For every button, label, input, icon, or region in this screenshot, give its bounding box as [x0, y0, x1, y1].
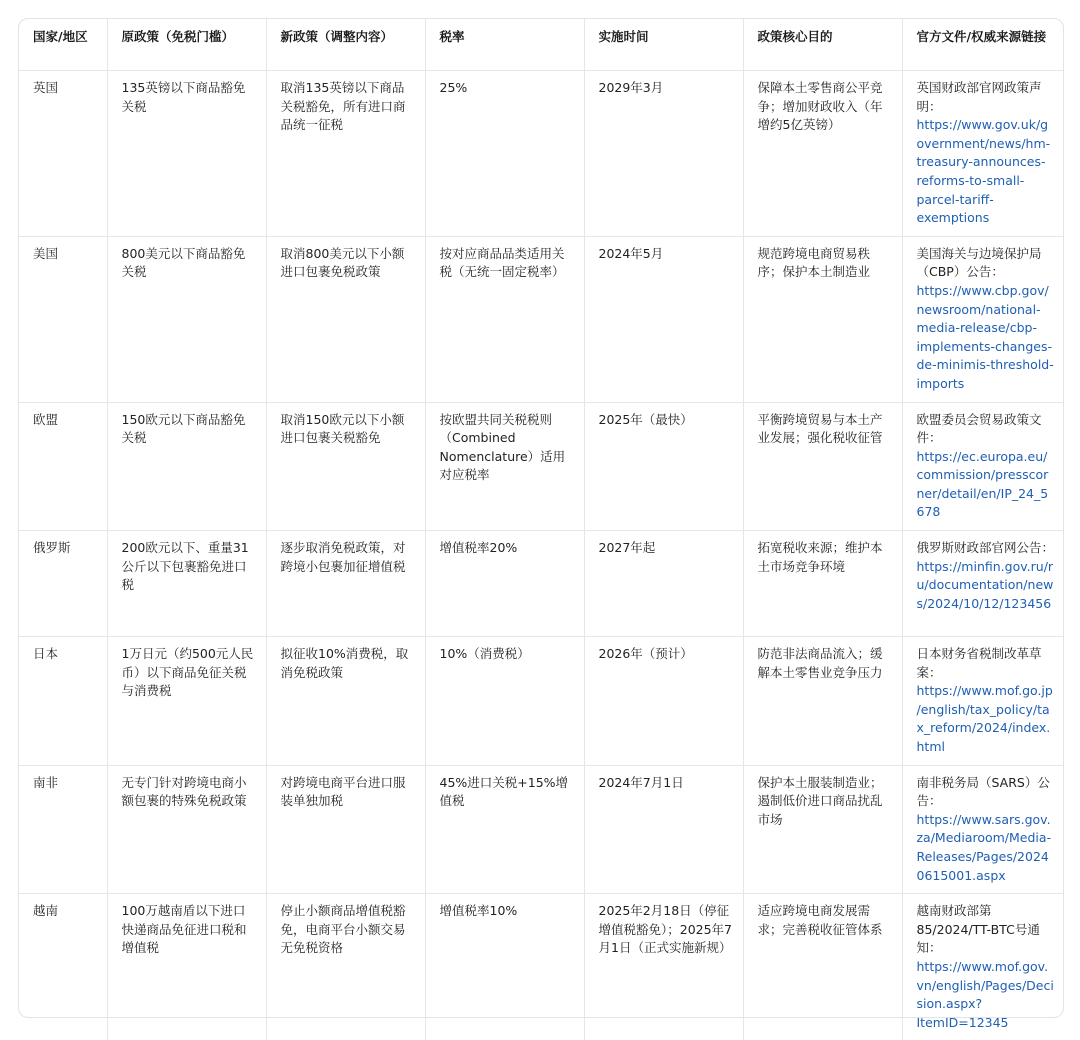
source-label: 美国海关与边境保护局（CBP）公告： [916, 245, 1042, 280]
cell-goal: 保护本土服装制造业；遏制低价进口商品扰乱市场 [743, 765, 902, 894]
cell-date: 2025年（最快） [584, 402, 743, 531]
cell-date: 2024年7月1日 [584, 765, 743, 894]
cell-country: 南非 [19, 765, 107, 894]
table-row [19, 765, 1063, 894]
header-new-policy: 新政策（调整内容） [266, 19, 425, 71]
cell-old-policy: 135英镑以下商品豁免关税 [107, 71, 266, 237]
header-rate: 税率 [425, 19, 584, 71]
header-date: 实施时间 [584, 19, 743, 71]
cell-new-policy: 对跨境电商平台进口服装单独加税 [266, 765, 425, 894]
table-row [19, 402, 1063, 531]
cell-rate: 增值税率10% [425, 894, 584, 1040]
cell-rate: 10%（消费税） [425, 637, 584, 766]
source-label: 日本财务省税制改革草案： [916, 646, 1042, 680]
source-label: 越南财政部第85/2024/TT-BTC号通知： [916, 903, 1040, 956]
header-row [19, 19, 1063, 71]
source-link[interactable]: https://www.gov.uk/government/news/hm-treasury-announces-reforms-to-small-parcel-tariff-exemptions [916, 117, 1051, 226]
cell-rate: 25% [425, 71, 584, 237]
policy-table [19, 19, 1063, 1040]
cell-source [902, 894, 1063, 1040]
cell-new-policy: 停止小额商品增值税豁免，电商平台小额交易无免税资格 [266, 894, 425, 1040]
cell-source [902, 531, 1063, 637]
cell-country: 日本 [19, 637, 107, 766]
cell-country: 美国 [19, 236, 107, 402]
cell-old-policy: 1万日元（约500元人民币）以下商品免征关税与消费税 [107, 637, 266, 766]
source-label: 俄罗斯财政部官网公告： [916, 540, 1055, 556]
cell-date: 2029年3月 [584, 71, 743, 237]
source-label: 欧盟委员会贸易政策文件： [916, 411, 1042, 446]
cell-goal: 适应跨境电商发展需求；完善税收征管体系 [743, 894, 902, 1040]
cell-old-policy: 无专门针对跨境电商小额包裹的特殊免税政策 [107, 765, 266, 894]
table-row [19, 894, 1063, 1040]
header-country: 国家/地区 [19, 19, 107, 71]
cell-country: 越南 [19, 894, 107, 1040]
cell-old-policy: 800美元以下商品豁免关税 [107, 236, 266, 402]
source-link[interactable]: https://www.cbp.gov/newsroom/national-media-release/cbp-implements-changes-de-minimis-threshold-imports [916, 282, 1054, 391]
cell-new-policy: 拟征收10%消费税，取消免税政策 [266, 637, 425, 766]
cell-date: 2026年（预计） [584, 637, 743, 766]
cell-old-policy: 150欧元以下商品豁免关税 [107, 402, 266, 531]
cell-rate: 按对应商品品类适用关税（无统一固定税率） [425, 236, 584, 402]
cell-country: 英国 [19, 71, 107, 237]
cell-date: 2025年2月18日（停征增值税豁免）；2025年7月1日（正式实施新规） [584, 894, 743, 1040]
cell-goal: 防范非法商品流入；缓解本土零售业竞争压力 [743, 637, 902, 766]
source-link[interactable]: https://www.sars.gov.za/Mediaroom/Media-Releases/Pages/20240615001.aspx [916, 811, 1052, 883]
cell-goal: 规范跨境电商贸易秩序；保护本土制造业 [743, 236, 902, 402]
cell-rate: 按欧盟共同关税税则（Combined Nomenclature）适用对应税率 [425, 402, 584, 531]
source-link[interactable]: https://www.mof.go.jp/english/tax_policy/tax_reform/2024/index.html [916, 683, 1053, 755]
cell-source [902, 71, 1063, 237]
cell-source [902, 236, 1063, 402]
table-row [19, 637, 1063, 766]
cell-old-policy: 100万越南盾以下进口快递商品免征进口税和增值税 [107, 894, 266, 1040]
cell-country: 俄罗斯 [19, 531, 107, 637]
cell-new-policy: 取消150欧元以下小额进口包裹关税豁免 [266, 402, 425, 531]
cell-rate: 增值税率20% [425, 531, 584, 637]
cell-date: 2024年5月 [584, 236, 743, 402]
cell-goal: 拓宽税收来源；维护本土市场竞争环境 [743, 531, 902, 637]
cell-country: 欧盟 [19, 402, 107, 531]
table-row [19, 531, 1063, 637]
cell-source [902, 402, 1063, 531]
cell-new-policy: 取消135英镑以下商品关税豁免，所有进口商品统一征税 [266, 71, 425, 237]
header-source: 官方文件/权威来源链接 [902, 19, 1063, 71]
cell-old-policy: 200欧元以下、重量31公斤以下包裹豁免进口税 [107, 531, 266, 637]
policy-table-card [18, 18, 1064, 1030]
header-old-policy: 原政策（免税门槛） [107, 19, 266, 71]
source-link[interactable]: https://minfin.gov.ru/ru/documentation/news/2024/10/12/123456 [916, 558, 1054, 611]
header-goal: 政策核心目的 [743, 19, 902, 71]
source-link[interactable]: https://ec.europa.eu/commission/presscorner/detail/en/IP_24_5678 [916, 448, 1049, 520]
source-label: 英国财政部官网政策声明： [916, 80, 1042, 114]
cell-date: 2027年起 [584, 531, 743, 637]
cell-source [902, 765, 1063, 894]
table-row [19, 71, 1063, 237]
source-link[interactable]: https://www.mof.gov.vn/english/Pages/Decision.aspx?ItemID=12345 [916, 958, 1054, 1030]
cell-source [902, 637, 1063, 766]
cell-goal: 保障本土零售商公平竞争；增加财政收入（年增约5亿英镑） [743, 71, 902, 237]
source-label: 南非税务局（SARS）公告： [916, 774, 1050, 809]
table-row [19, 236, 1063, 402]
cell-new-policy: 取消800美元以下小额进口包裹免税政策 [266, 236, 425, 402]
cell-rate: 45%进口关税+15%增值税 [425, 765, 584, 894]
cell-new-policy: 逐步取消免税政策，对跨境小包裹加征增值税 [266, 531, 425, 637]
cell-goal: 平衡跨境贸易与本土产业发展；强化税收征管 [743, 402, 902, 531]
